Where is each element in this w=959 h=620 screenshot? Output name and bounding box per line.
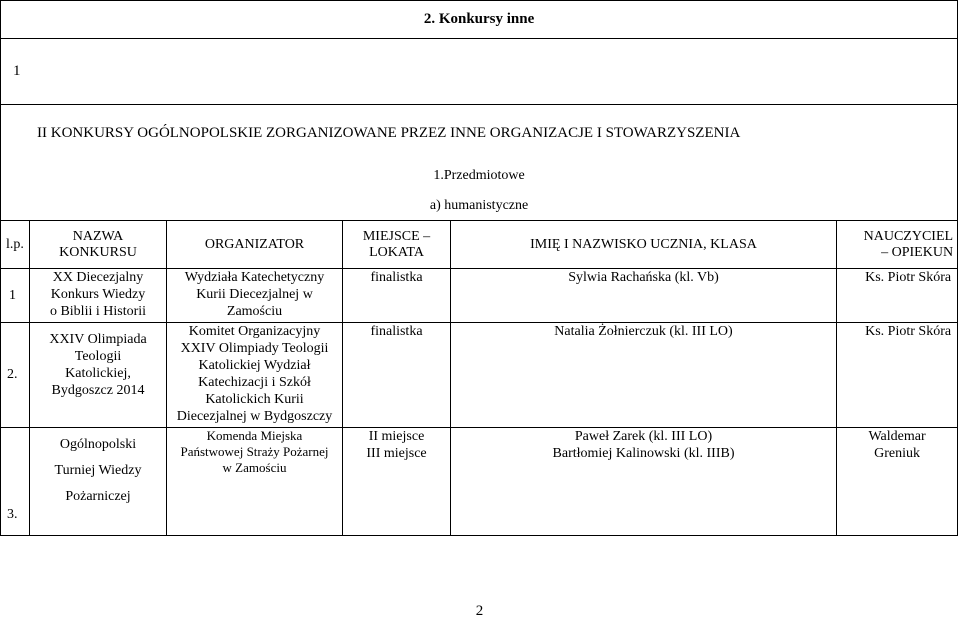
row-organizer-line: Katolickich Kurii: [205, 392, 304, 407]
row-organizer-line: Komenda Miejska: [206, 428, 303, 443]
row-student: [451, 428, 837, 536]
page-number: 2: [475, 603, 484, 619]
row-name: [30, 323, 167, 428]
row-organizer-line: w Zamościu: [222, 460, 287, 475]
row-name-line: Turniej Wiedzy: [54, 463, 142, 478]
row-lp: 3.: [1, 428, 30, 536]
header-organizer: ORGANIZATOR: [167, 221, 343, 269]
row-name-line: Ogólnopolski: [59, 437, 137, 452]
row-organizer: [167, 428, 343, 536]
row-lp: 1: [1, 269, 30, 323]
row-organizer: [167, 269, 343, 323]
header-teacher: [837, 221, 958, 269]
row-teacher: [837, 428, 958, 536]
header-teacher-line1: NAUCZYCIEL: [863, 228, 954, 244]
subsubheading-row: [1, 191, 958, 221]
row-name-line: Konkurs Wiedzy: [50, 287, 146, 302]
row-organizer-line: Zamościu: [226, 304, 283, 319]
row-number: 1: [1, 39, 958, 105]
row-organizer-line: Katolickiej Wydział: [198, 358, 311, 373]
section-title: 2. Konkursy inne: [1, 1, 958, 39]
header-student: IMIĘ I NAZWISKO UCZNIA, KLASA: [451, 221, 837, 269]
row-name-line: o Biblii i Historii: [49, 304, 147, 319]
row-organizer-line: Państwowej Straży Pożarnej: [180, 444, 329, 459]
row-teacher-line: Greniuk: [874, 446, 920, 461]
row-organizer-line: Katechizacji i Szkół: [198, 375, 311, 390]
table-row: [1, 269, 958, 323]
subheading: 1.Przedmiotowe: [1, 161, 958, 191]
header-row: [1, 221, 958, 269]
row-name: [30, 269, 167, 323]
row-place: finalistka: [343, 269, 451, 323]
row-organizer-line: Diecezjalnej w Bydgoszczy: [176, 409, 333, 424]
section-title-row: [1, 1, 958, 39]
row-student-line: Bartłomiej Kalinowski (kl. IIIB): [552, 446, 735, 461]
header-name-line2: KONKURSU: [59, 244, 137, 260]
row-name-line: Teologii: [74, 349, 122, 364]
table-row: [1, 428, 958, 536]
row-place-line: III miejsce: [366, 446, 427, 461]
subheading-row: [1, 161, 958, 191]
row-name: [30, 428, 167, 536]
header-place: [343, 221, 451, 269]
header-name: [30, 221, 167, 269]
row-student: Sylwia Rachańska (kl. Vb): [451, 269, 837, 323]
subsubheading: a) humanistyczne: [1, 191, 958, 221]
row-organizer-line: Wydziała Katechetyczny: [184, 270, 325, 285]
header-place-line1: MIEJSCE –: [362, 228, 431, 244]
row-name-line: XXIV Olimpiada: [49, 332, 147, 347]
row-student-line: Paweł Zarek (kl. III LO): [574, 429, 713, 444]
row-number-row: [1, 39, 958, 105]
row-organizer-line: Komitet Organizacyjny: [188, 324, 321, 339]
row-lp: 2.: [1, 323, 30, 428]
main-heading-row: [1, 105, 958, 162]
row-name-line: XX Diecezjalny: [52, 270, 144, 285]
row-teacher: Ks. Piotr Skóra: [837, 269, 958, 323]
row-student: Natalia Żołnierczuk (kl. III LO): [451, 323, 837, 428]
row-name-line: Katolickiej,: [65, 366, 131, 381]
header-place-line2: LOKATA: [369, 244, 424, 260]
row-place: [343, 428, 451, 536]
row-name-line: Bydgoszcz 2014: [51, 383, 145, 398]
row-name-line: Pożarniczej: [65, 489, 131, 504]
row-organizer: [167, 323, 343, 428]
header-lp: l.p.: [1, 221, 30, 269]
row-teacher: Ks. Piotr Skóra: [837, 323, 958, 428]
row-teacher-line: Waldemar: [868, 429, 926, 444]
row-organizer-line: Kurii Diecezjalnej w: [196, 287, 313, 302]
row-place-line: II miejsce: [368, 429, 425, 444]
row-organizer-line: XXIV Olimpiady Teologii: [180, 341, 329, 356]
header-name-line1: NAZWA: [72, 228, 124, 244]
row-place: finalistka: [343, 323, 451, 428]
main-heading: II KONKURSY OGÓLNOPOLSKIE ZORGANIZOWANE PRZEZ INNE ORGANIZACJE I STOWARZYSZENIA: [1, 105, 958, 162]
table-row: [1, 323, 958, 428]
header-teacher-line2: – OPIEKUN: [881, 244, 954, 260]
